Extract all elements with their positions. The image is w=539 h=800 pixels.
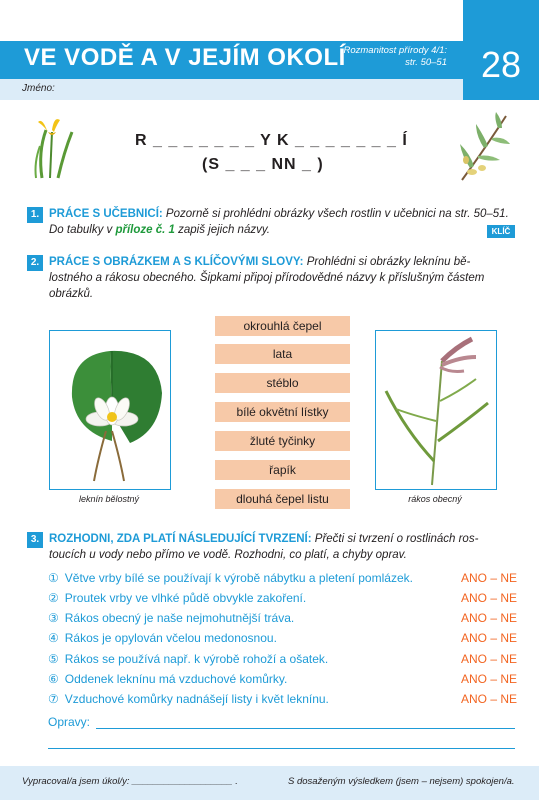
task3-text <box>49 531 519 563</box>
footer-completed: Vypracoval/a jsem úkol/y: ___________________ . <box>22 776 238 787</box>
yes-no-choice[interactable]: ANO – NE <box>461 631 518 645</box>
water-lily-illustration <box>50 331 170 489</box>
task1-number: 1. <box>27 207 43 223</box>
task3-text-b: toucích u vody nebo přímo ve vodě. Rozhodni, co platí, a chyby oprav. <box>49 549 407 561</box>
part-label[interactable]: stéblo <box>215 373 350 393</box>
textbook-reference <box>297 45 447 69</box>
secret-word-line1: R _ _ _ _ _ _ _ Y K _ _ _ _ _ _ _ Í <box>135 132 408 149</box>
page-number: 28 <box>480 44 522 85</box>
task2-text <box>49 254 519 302</box>
statement-row <box>48 611 294 625</box>
statement-number: ⑥ <box>48 672 59 686</box>
part-label[interactable]: řapík <box>215 460 350 480</box>
yes-no-choice[interactable]: ANO – NE <box>461 611 518 625</box>
statement-number: ⑤ <box>48 652 59 666</box>
footer-satisfaction: S dosaženým výsledkem (jsem – nejsem) spokojen/a. <box>288 776 515 787</box>
statement-row <box>48 571 413 585</box>
part-label[interactable]: dlouhá čepel listu <box>215 489 350 509</box>
corrections-label: Opravy: <box>48 715 91 729</box>
statement-text: Rákos je opylován včelou medonosnou. <box>64 631 277 645</box>
task1-text-b2: zapiš jejich názvy. <box>174 224 270 236</box>
appendix-reference: příloze č. 1 <box>115 224 175 236</box>
textbook-reference-line2: str. 50–51 <box>405 57 447 68</box>
statement-text: Rákos obecný je naše nejmohutnější tráva. <box>64 611 295 625</box>
iris-illustration <box>28 112 78 180</box>
statement-text: Rákos se používá např. k výrobě rohoží a ošatek. <box>64 652 329 666</box>
task3-heading: ROZHODNI, ZDA PLATÍ NÁSLEDUJÍCÍ TVRZENÍ: <box>49 533 312 545</box>
yes-no-choice[interactable]: ANO – NE <box>461 571 518 585</box>
statement-number: ③ <box>48 611 59 625</box>
water-lily-image-box <box>49 330 171 490</box>
statement-number: ② <box>48 591 59 605</box>
name-label: Jméno: <box>22 83 55 94</box>
statement-row <box>48 692 329 706</box>
textbook-reference-line1: Rozmanitost přírody 4/1: <box>343 45 447 56</box>
statement-row <box>48 591 306 605</box>
reed-illustration <box>376 331 496 489</box>
reed-caption: rákos obecný <box>408 494 462 504</box>
statement-text: Oddenek leknínu má vzduchové komůrky. <box>64 672 288 686</box>
water-lily-caption: leknín bělostný <box>78 494 140 504</box>
part-label[interactable]: bílé okvětní lístky <box>215 402 350 422</box>
task3-text-a: Přečti si tvrzení o rostlinách ros- <box>311 533 479 545</box>
yes-no-choice[interactable]: ANO – NE <box>461 591 518 605</box>
task1-text-b1: Do tabulky v <box>49 224 116 236</box>
part-label[interactable]: lata <box>215 344 350 364</box>
task2-number: 2. <box>27 255 43 271</box>
corrections-line[interactable] <box>48 748 515 749</box>
secret-word-line2: (S _ _ _ NN _ ) <box>202 156 324 173</box>
yes-no-choice[interactable]: ANO – NE <box>461 652 518 666</box>
statement-number: ⑦ <box>48 692 59 706</box>
task1-heading: PRÁCE S UČEBNICÍ: <box>49 208 163 220</box>
statement-number: ① <box>48 571 59 585</box>
page-title: VE VODĚ A V JEJÍM OKOLÍ <box>24 44 346 71</box>
task3-number: 3. <box>27 532 43 548</box>
statement-text: Proutek vrby ve vlhké půdě obvykle zakoření. <box>64 591 307 605</box>
part-label[interactable]: žluté tyčinky <box>215 431 350 451</box>
task1-text <box>49 206 519 238</box>
yes-no-choice[interactable]: ANO – NE <box>461 672 518 686</box>
reed-image-box <box>375 330 497 490</box>
part-label[interactable]: okrouhlá čepel <box>215 316 350 336</box>
statement-row <box>48 672 287 686</box>
statement-row <box>48 652 328 666</box>
task2-text-b: lostného a rákosu obecného. Šipkami připoj přírodovědné názvy k příslušným částem <box>49 272 485 284</box>
task1-text-a: Pozorně si prohlédni obrázky všech rostlin v učebnici na str. 50–51. <box>162 208 509 220</box>
task2-heading: PRÁCE S OBRÁZKEM A S KLÍČOVÝMI SLOVY: <box>49 256 304 268</box>
task2-text-c: obrázků. <box>49 288 94 300</box>
statement-number: ④ <box>48 631 59 645</box>
statement-text: Vzduchové komůrky nadnášejí listy i květ leknínu. <box>64 692 329 706</box>
corrections-line[interactable] <box>96 728 515 729</box>
statement-text: Větve vrby bílé se používají k výrobě nábytku a pletení pomlázek. <box>64 571 413 585</box>
statement-row <box>48 631 277 645</box>
name-bar <box>0 79 463 100</box>
willow-illustration <box>456 110 512 186</box>
task2-text-a: Prohlédni si obrázky leknínu bě- <box>303 256 471 268</box>
key-badge: KLÍČ <box>487 225 515 238</box>
yes-no-choice[interactable]: ANO – NE <box>461 692 518 706</box>
